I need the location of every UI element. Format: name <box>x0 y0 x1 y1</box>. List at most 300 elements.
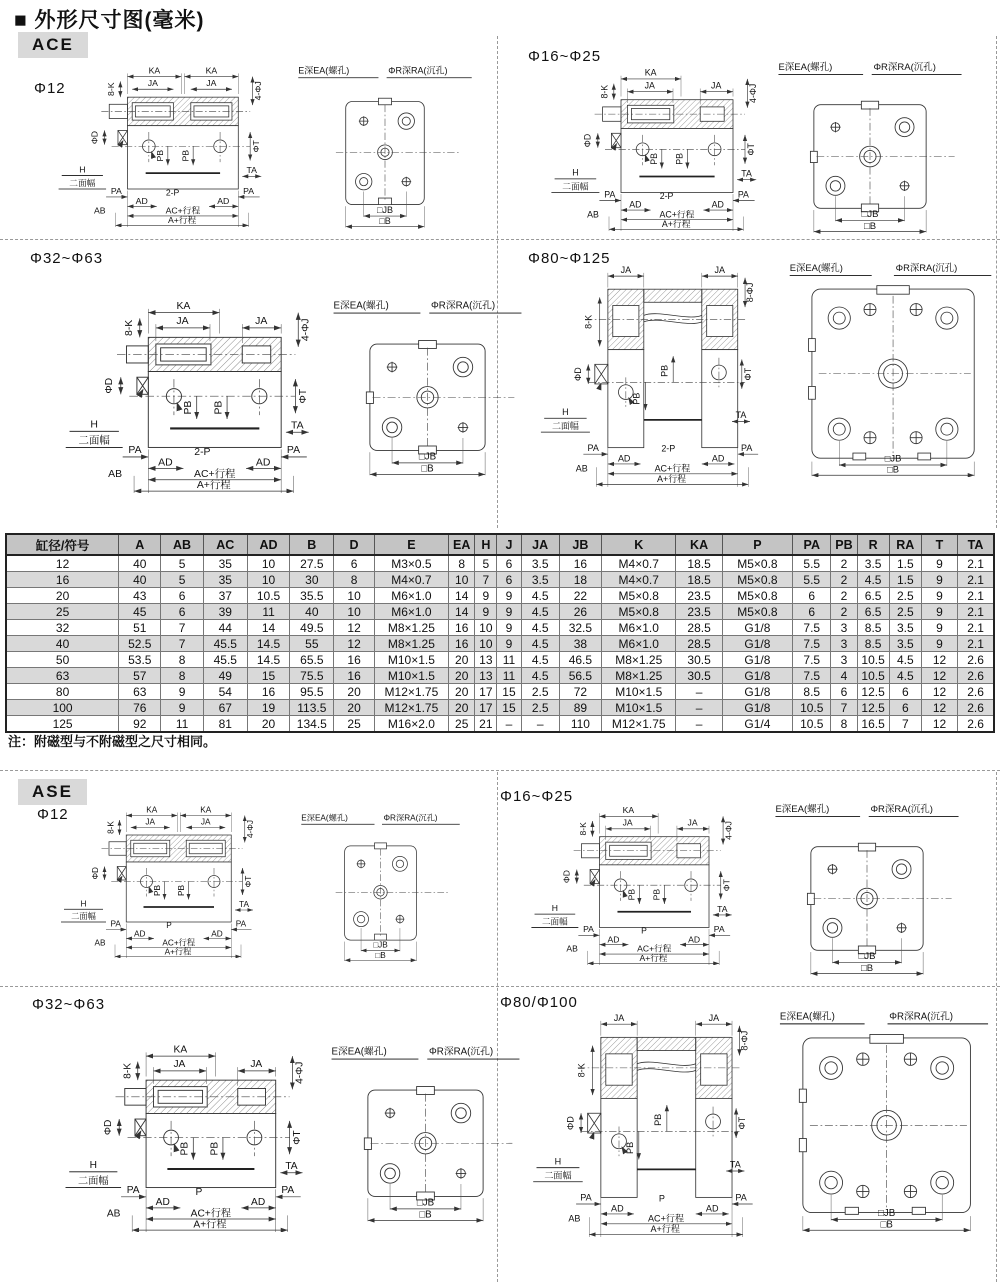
table-row <box>6 572 994 588</box>
table-cell: 12 <box>921 684 957 700</box>
table-cell: 10 <box>334 604 374 620</box>
table-row <box>6 636 994 652</box>
table-cell: 9 <box>497 588 521 604</box>
table-cell: 25 <box>449 716 475 733</box>
thread-hole-label: E深EA(螺孔) <box>331 1046 387 1058</box>
table-cell: 2.1 <box>958 588 994 604</box>
table-cell: 3.5 <box>889 636 921 652</box>
table-cell: 28.5 <box>676 636 722 652</box>
dim-label-b: □B <box>887 463 900 475</box>
column-header: PB <box>831 534 857 555</box>
table-cell: 44 <box>203 620 247 636</box>
dim-label-b: □B <box>880 1219 893 1231</box>
thread-hole-label: E深EA(螺孔) <box>298 65 350 76</box>
dim-label-jb: □JB <box>373 940 388 950</box>
dim-label-ac-stroke: AC+行程 <box>165 205 201 216</box>
dim-label-pb: PB <box>659 364 670 377</box>
bore-cell: 80 <box>6 684 119 700</box>
table-cell: 35 <box>203 572 247 588</box>
table-cell: 7 <box>161 636 203 652</box>
table-row <box>6 700 994 716</box>
dim-label-ac-stroke: AC+行程 <box>194 468 236 480</box>
counterbore-label: ΦR深RA(沉孔) <box>870 804 933 816</box>
table-cell: 18.5 <box>676 572 722 588</box>
dim-label-pb: PB <box>674 153 685 165</box>
table-cell: 7.5 <box>793 668 831 684</box>
dim-label-jb: □JB <box>377 204 393 215</box>
thread-hole-label: E深EA(螺孔) <box>789 262 843 274</box>
table-cell: 6 <box>497 572 521 588</box>
dim-label-pb: PB <box>625 1141 636 1154</box>
table-cell: 7 <box>889 716 921 733</box>
dim-label-ja: JA <box>145 817 156 827</box>
table-cell: 12.5 <box>857 684 889 700</box>
dim-label-ka: KA <box>205 65 218 76</box>
cylinder-end-view-drawing <box>298 810 463 964</box>
table-cell: G1/8 <box>722 668 792 684</box>
cylinder-side-view-drawing <box>58 1032 336 1232</box>
table-cell: 12 <box>334 620 374 636</box>
table-cell: 67 <box>203 700 247 716</box>
dim-label-b: □B <box>860 963 874 975</box>
table-cell: G1/4 <box>722 716 792 733</box>
table-cell: 11 <box>497 652 521 668</box>
panel-title: Φ12 <box>34 80 66 97</box>
table-cell: 38 <box>559 636 601 652</box>
dim-label-pb: PB <box>653 1113 664 1126</box>
table-cell: 13 <box>475 668 497 684</box>
dim-label-ja: JA <box>714 264 725 275</box>
dim-label-j: 4-ΦJ <box>748 83 759 103</box>
dim-label-pb: PB <box>626 888 637 901</box>
dim-label-ac-stroke: AC+行程 <box>659 209 695 220</box>
table-cell: 40 <box>119 572 161 588</box>
table-cell: 20 <box>334 700 374 716</box>
bore-cell: 50 <box>6 652 119 668</box>
dim-label-pa: PA <box>286 445 301 457</box>
column-header: B <box>290 534 334 555</box>
table-cell: 3 <box>831 636 857 652</box>
table-cell: 6 <box>334 555 374 572</box>
dim-label-h: H <box>551 903 558 914</box>
dim-label-ad: AD <box>711 199 724 210</box>
table-cell: 12 <box>921 716 957 733</box>
table-cell: 10 <box>334 588 374 604</box>
table-cell: 2.1 <box>958 636 994 652</box>
table-cell: 8 <box>334 572 374 588</box>
table-cell: 16 <box>449 636 475 652</box>
cylinder-end-view-drawing <box>778 1008 990 1232</box>
dim-label-ka: KA <box>146 805 158 815</box>
panel-title: Φ80/Φ100 <box>500 994 578 1011</box>
dim-label-pb: PB <box>651 888 662 901</box>
table-cell: M6×1.0 <box>602 620 676 636</box>
table-cell: G1/8 <box>722 652 792 668</box>
table-cell: 7.5 <box>793 620 831 636</box>
dim-label-ta: TA <box>741 168 752 179</box>
section-divider <box>0 986 1000 987</box>
table-cell: 40 <box>119 555 161 572</box>
cylinder-side-view-drawing <box>58 288 343 493</box>
table-cell: 2.6 <box>958 668 994 684</box>
dim-label-8k: 8-K <box>122 1062 134 1079</box>
table-cell: 18 <box>559 572 601 588</box>
table-cell: 12.5 <box>857 700 889 716</box>
table-cell: 2 <box>831 588 857 604</box>
table-cell: M6×1.0 <box>374 604 448 620</box>
table-row <box>6 620 994 636</box>
table-cell: 2 <box>831 555 857 572</box>
cylinder-side-view-drawing <box>545 58 785 231</box>
table-cell: G1/8 <box>722 700 792 716</box>
column-header: KA <box>676 534 722 555</box>
table-cell: 27.5 <box>290 555 334 572</box>
table-cell: 12 <box>334 636 374 652</box>
table-cell: 2.6 <box>958 684 994 700</box>
dim-label-d: ΦD <box>565 1116 576 1131</box>
column-header: PA <box>793 534 831 555</box>
table-cell: 49 <box>203 668 247 684</box>
dim-label-d: ΦD <box>102 1119 114 1136</box>
table-cell: 45.5 <box>203 636 247 652</box>
table-cell: 20 <box>247 716 289 733</box>
dim-label-a-stroke: A+行程 <box>193 1219 227 1231</box>
table-cell: 55 <box>290 636 334 652</box>
table-cell: – <box>676 684 722 700</box>
table-cell: 40 <box>290 604 334 620</box>
table-cell: M12×1.75 <box>602 716 676 733</box>
page-title: ■ 外形尺寸图(毫米) <box>14 9 205 32</box>
table-cell: 5.5 <box>793 572 831 588</box>
table-cell: M10×1.5 <box>602 684 676 700</box>
table-cell: 12 <box>921 668 957 684</box>
column-header: J <box>497 534 521 555</box>
table-cell: 9 <box>161 684 203 700</box>
table-cell: 4.5 <box>889 652 921 668</box>
dim-label-ka: KA <box>148 65 161 76</box>
dim-label-h: H <box>79 164 86 175</box>
drawing-ace-32-63-end <box>330 296 525 479</box>
dim-label-j: 4-ΦJ <box>300 318 312 342</box>
table-cell: 11 <box>247 604 289 620</box>
thread-hole-label: E深EA(螺孔) <box>779 1011 835 1023</box>
column-header: K <box>602 534 676 555</box>
table-cell: 46.5 <box>559 652 601 668</box>
table-cell: 20 <box>449 652 475 668</box>
table-cell: 30 <box>290 572 334 588</box>
table-cell: 10 <box>475 636 497 652</box>
drawing-ace-80-125-end <box>788 260 993 477</box>
table-cell: 4.5 <box>521 636 559 652</box>
table-cell: 23.5 <box>676 604 722 620</box>
cylinder-end-view-drawing <box>775 58 965 236</box>
table-cell: M8×1.25 <box>602 668 676 684</box>
dim-label-b: □B <box>375 951 386 961</box>
dim-label-ad: AD <box>217 196 230 207</box>
dim-label-d: ΦD <box>89 130 100 145</box>
dim-label-pa: PA <box>110 185 122 196</box>
cylinder-end-view-drawing <box>295 62 475 231</box>
table-cell: 57 <box>119 668 161 684</box>
dim-label-ac-stroke: AC+行程 <box>162 938 196 948</box>
dim-label-ad: AD <box>134 929 146 939</box>
dim-label-ac-stroke: AC+行程 <box>648 1213 685 1224</box>
dim-label-ab: AB <box>93 205 106 216</box>
table-cell: 4.5 <box>889 668 921 684</box>
table-cell: 7 <box>475 572 497 588</box>
table-cell: 2.1 <box>958 555 994 572</box>
table-cell: 6 <box>161 588 203 604</box>
table-cell: 10.5 <box>793 716 831 733</box>
dim-label-pb: PB <box>209 1141 221 1156</box>
dim-label-jb: □JB <box>858 950 876 962</box>
dim-label-pb: PB <box>649 153 659 165</box>
panel-title: Φ32~Φ63 <box>32 996 106 1013</box>
table-cell: 35 <box>203 555 247 572</box>
counterbore-label: ΦR深RA(沉孔) <box>431 300 496 312</box>
drawing-ace-80-125-side <box>536 258 781 487</box>
table-cell: 63 <box>119 684 161 700</box>
table-cell: M6×1.0 <box>374 588 448 604</box>
table-cell: 113.5 <box>290 700 334 716</box>
table-cell: 19 <box>247 700 289 716</box>
column-header: JB <box>559 534 601 555</box>
dim-label-ta: TA <box>729 1159 741 1170</box>
table-cell: 20 <box>334 684 374 700</box>
dim-label-ab: AB <box>575 463 588 474</box>
drawing-ace-16-25-end <box>775 58 965 236</box>
port-label: P <box>658 1193 665 1204</box>
dim-label-jb: □JB <box>878 1208 896 1220</box>
table-cell: 8.5 <box>857 620 889 636</box>
port-label: P <box>195 1186 203 1198</box>
table-cell: 134.5 <box>290 716 334 733</box>
table-cell: 14 <box>449 604 475 620</box>
table-cell: 14.5 <box>247 636 289 652</box>
dim-label-pb: PB <box>180 149 191 162</box>
drawing-ace-32-63-side <box>58 288 343 493</box>
drawing-ase-32-63-side <box>58 1032 336 1232</box>
column-header: TA <box>958 534 994 555</box>
dim-label-ja: JA <box>622 817 633 828</box>
table-cell: 9 <box>497 636 521 652</box>
table-cell: 65.5 <box>290 652 334 668</box>
drawing-ace-12-side <box>52 56 290 227</box>
table-cell: 9 <box>161 700 203 716</box>
dim-label-pa: PA <box>741 442 753 453</box>
cylinder-side-view-drawing <box>536 258 781 487</box>
table-cell: M10×1.5 <box>374 652 448 668</box>
dim-label-pa: PA <box>281 1185 295 1197</box>
table-cell: 8 <box>449 555 475 572</box>
table-cell: 2.6 <box>958 700 994 716</box>
table-cell: M8×1.25 <box>602 652 676 668</box>
table-cell: 14 <box>247 620 289 636</box>
table-cell: 20 <box>449 684 475 700</box>
panel-title: Φ16~Φ25 <box>500 788 574 805</box>
table-cell: 32.5 <box>559 620 601 636</box>
table-cell: M4×0.7 <box>602 555 676 572</box>
table-cell: 9 <box>475 588 497 604</box>
dim-label-pa: PA <box>580 1192 592 1203</box>
dim-label-jb: □JB <box>418 451 437 463</box>
table-cell: M8×1.25 <box>374 620 448 636</box>
cylinder-side-view-drawing <box>55 796 280 958</box>
drawing-ase-32-63-end <box>328 1042 523 1225</box>
dim-label-ta: TA <box>246 165 257 176</box>
dim-label-pa: PA <box>587 442 599 453</box>
dim-label-ad: AD <box>688 934 701 945</box>
table-cell: 11 <box>497 668 521 684</box>
dim-label-a-stroke: A+行程 <box>196 480 231 492</box>
dim-label-pa: PA <box>126 1185 140 1197</box>
dim-label-flats: 二面幅 <box>69 177 96 188</box>
bore-cell: 40 <box>6 636 119 652</box>
dim-label-flats: 二面幅 <box>78 435 110 447</box>
drawing-ase-80-100-side <box>528 1006 776 1237</box>
port-label: P <box>641 925 647 936</box>
cylinder-side-view-drawing <box>52 56 290 227</box>
table-cell: 21 <box>475 716 497 733</box>
page-edge-divider <box>996 772 997 1282</box>
table-cell: 51 <box>119 620 161 636</box>
table-cell: 81 <box>203 716 247 733</box>
table-cell: 10.5 <box>247 588 289 604</box>
dim-label-ja: JA <box>255 316 268 328</box>
table-cell: M16×2.0 <box>374 716 448 733</box>
table-cell: 6.5 <box>857 588 889 604</box>
dim-label-jb: □JB <box>884 452 902 464</box>
table-cell: M10×1.5 <box>374 668 448 684</box>
column-header: AC <box>203 534 247 555</box>
dim-label-b: □B <box>419 1209 432 1221</box>
cylinder-end-view-drawing <box>330 296 525 479</box>
table-cell: 7 <box>161 620 203 636</box>
column-header: H <box>475 534 497 555</box>
dim-label-t: ΦT <box>297 388 309 404</box>
dim-label-8k: 8-K <box>106 821 116 834</box>
dim-label-ja: JA <box>613 1012 625 1023</box>
table-cell: 5 <box>475 555 497 572</box>
dim-label-h: H <box>572 167 579 178</box>
table-cell: M5×0.8 <box>722 604 792 620</box>
dim-label-8k: 8-K <box>576 1063 587 1078</box>
page-edge-divider <box>996 36 997 528</box>
table-cell: 16 <box>449 620 475 636</box>
table-cell: 8.5 <box>793 684 831 700</box>
table-cell: 15 <box>497 684 521 700</box>
table-cell: 16 <box>334 668 374 684</box>
drawing-ace-16-25-side <box>545 58 785 231</box>
dim-label-ad: AD <box>711 453 725 464</box>
table-cell: 3.5 <box>521 572 559 588</box>
bore-cell: 100 <box>6 700 119 716</box>
table-cell: 9 <box>921 572 957 588</box>
table-cell: 10 <box>247 555 289 572</box>
table-row <box>6 716 994 733</box>
dim-label-d: ΦD <box>90 866 100 880</box>
column-header: A <box>119 534 161 555</box>
dim-label-a-stroke: A+行程 <box>167 215 197 226</box>
table-cell: 6 <box>793 604 831 620</box>
table-cell: 2 <box>831 572 857 588</box>
dim-label-t: ΦT <box>291 1130 303 1145</box>
dim-label-pa: PA <box>583 924 594 935</box>
dim-label-ac-stroke: AC+行程 <box>637 943 672 954</box>
table-cell: 2.5 <box>889 588 921 604</box>
dim-label-flats: 二面幅 <box>78 1175 109 1187</box>
dim-label-ja: JA <box>644 80 655 91</box>
port-label: 2-P <box>194 447 211 459</box>
table-row <box>6 652 994 668</box>
dim-label-ab: AB <box>108 468 123 480</box>
table-cell: 15 <box>497 700 521 716</box>
table-cell: 10.5 <box>857 652 889 668</box>
table-cell: 9 <box>921 620 957 636</box>
table-cell: 25 <box>334 716 374 733</box>
table-cell: 11 <box>161 716 203 733</box>
dim-label-ta: TA <box>285 1161 298 1173</box>
dim-label-t: ΦT <box>250 140 261 153</box>
dim-label-ab: AB <box>106 1208 121 1220</box>
dim-label-8k: 8-K <box>124 319 136 336</box>
panel-title: Φ80~Φ125 <box>528 250 611 267</box>
dim-label-j: 4-ΦJ <box>253 81 264 101</box>
table-cell: 75.5 <box>290 668 334 684</box>
dim-label-ad: AD <box>617 453 631 464</box>
table-cell: M5×0.8 <box>722 555 792 572</box>
dim-label-flats: 二面幅 <box>71 912 96 921</box>
table-cell: 14 <box>449 588 475 604</box>
column-header: RA <box>889 534 921 555</box>
table-cell: 22 <box>559 588 601 604</box>
column-header: R <box>857 534 889 555</box>
table-cell: 16 <box>334 652 374 668</box>
thread-hole-label: E深EA(螺孔) <box>333 300 389 312</box>
table-cell: 3.5 <box>889 620 921 636</box>
dim-label-ab: AB <box>94 938 106 948</box>
dim-label-jb: □JB <box>416 1197 435 1209</box>
thread-hole-label: E深EA(螺孔) <box>775 804 830 816</box>
table-cell: G1/8 <box>722 636 792 652</box>
table-cell: – <box>497 716 521 733</box>
table-cell: M4×0.7 <box>602 572 676 588</box>
dim-label-ja: JA <box>173 1059 186 1071</box>
dim-label-flats: 二面幅 <box>541 916 568 927</box>
table-cell: 4.5 <box>521 588 559 604</box>
cylinder-end-view-drawing <box>328 1042 523 1225</box>
table-cell: 14.5 <box>247 652 289 668</box>
dim-label-d: ΦD <box>582 133 593 148</box>
table-cell: 10 <box>475 620 497 636</box>
panel-title: Φ32~Φ63 <box>30 250 104 267</box>
section-divider <box>0 239 1000 240</box>
table-cell: 110 <box>559 716 601 733</box>
dim-label-ad: AD <box>607 934 620 945</box>
table-cell: 2.5 <box>521 700 559 716</box>
table-cell: 9 <box>921 555 957 572</box>
dim-label-8k: 8-K <box>599 84 610 99</box>
column-header: D <box>334 534 374 555</box>
table-cell: 16 <box>559 555 601 572</box>
dim-label-b: □B <box>863 221 877 233</box>
table-cell: 18.5 <box>676 555 722 572</box>
drawing-ase-80-100-end <box>778 1008 990 1232</box>
table-cell: 4.5 <box>521 668 559 684</box>
dim-label-j: 8-ΦJ <box>739 1030 750 1051</box>
table-cell: M10×1.5 <box>602 700 676 716</box>
drawing-ase-12-side <box>55 796 280 958</box>
